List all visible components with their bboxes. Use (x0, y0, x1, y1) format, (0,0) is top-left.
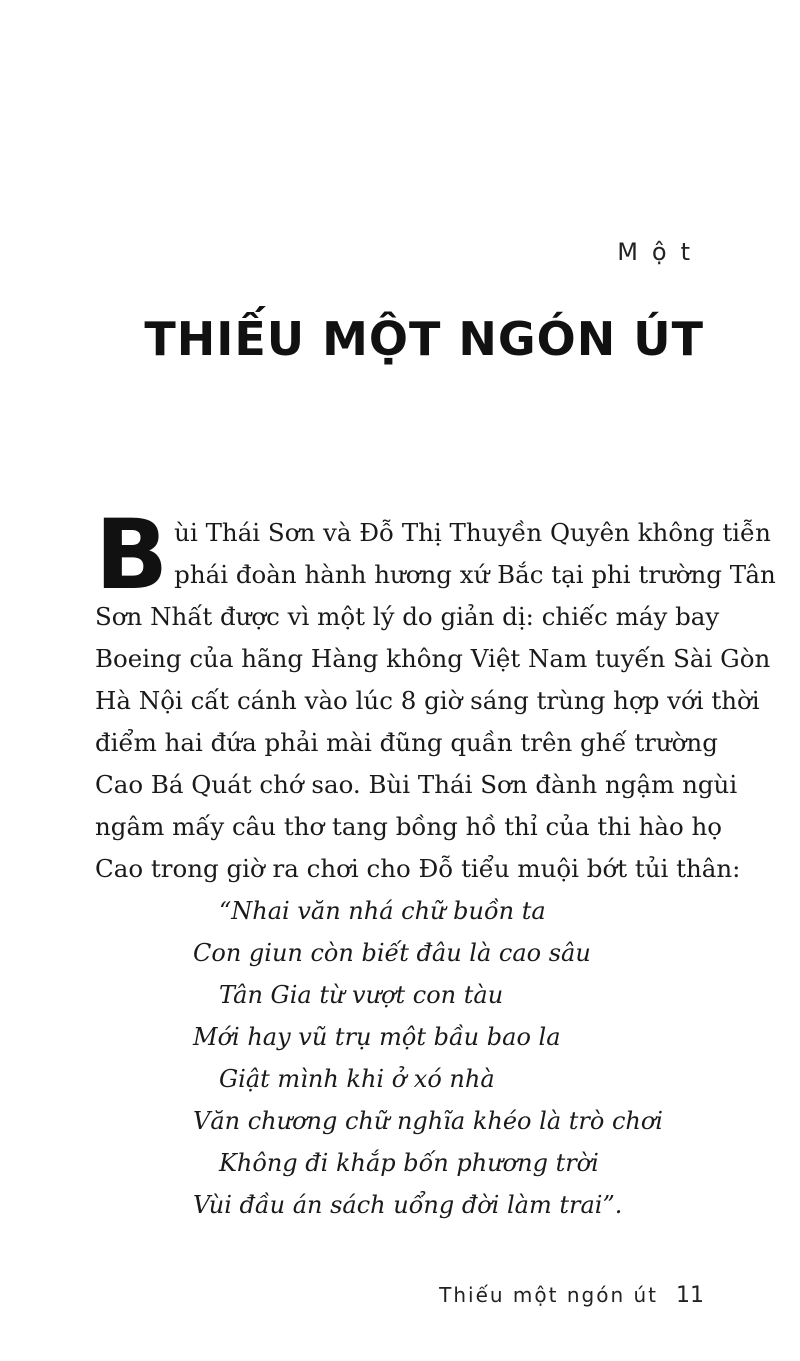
paragraph-line: ngâm mấy câu thơ tang bồng hồ thỉ của thi hào họ (95, 812, 723, 841)
drop-cap: B (95, 499, 169, 611)
running-title: Thiếu một ngón út (439, 1283, 658, 1307)
paragraph-line: Cao Bá Quát chớ sao. Bùi Thái Sơn đành ngậm ngùi (95, 770, 738, 799)
poem-line: Văn chương chữ nghĩa khéo là trò chơi (193, 1107, 663, 1135)
poem-line: “Nhai văn nhá chữ buồn ta (219, 897, 546, 925)
poem-line: Không đi khắp bốn phương trời (219, 1149, 599, 1177)
poem-line: Tân Gia từ vượt con tàu (219, 981, 504, 1009)
paragraph-line: Sơn Nhất được vì một lý do giản dị: chiếc máy bay (95, 602, 720, 631)
paragraph-line: ùi Thái Sơn và Đỗ Thị Thuyền Quyên không tiễn (174, 518, 771, 547)
paragraph-line: Hà Nội cất cánh vào lúc 8 giờ sáng trùng hợp với thời (95, 686, 760, 715)
poem-line: Mới hay vũ trụ một bầu bao la (193, 1023, 561, 1051)
poem-line: Con giun còn biết đâu là cao sâu (193, 939, 591, 967)
poem-block (193, 890, 663, 1226)
body-paragraph (95, 499, 776, 890)
chapter-title: THIẾU MỘT NGÓN ÚT (144, 312, 704, 366)
poem-line: Vùi đầu án sách uổng đời làm trai”. (193, 1191, 623, 1219)
poem-line: Giật mình khi ở xó nhà (219, 1065, 495, 1093)
paragraph-line: phái đoàn hành hương xứ Bắc tại phi trường Tân (174, 560, 776, 589)
page-number: 11 (676, 1283, 704, 1308)
paragraph-line: Cao trong giờ ra chơi cho Đỗ tiểu muội bớt tủi thân: (95, 854, 741, 883)
paragraph-line: điểm hai đứa phải mài đũng quần trên ghế trường (95, 728, 718, 757)
chapter-number: Một (617, 238, 704, 266)
page-footer (439, 1283, 704, 1308)
paragraph-line: Boeing của hãng Hàng không Việt Nam tuyến Sài Gòn (95, 644, 771, 673)
